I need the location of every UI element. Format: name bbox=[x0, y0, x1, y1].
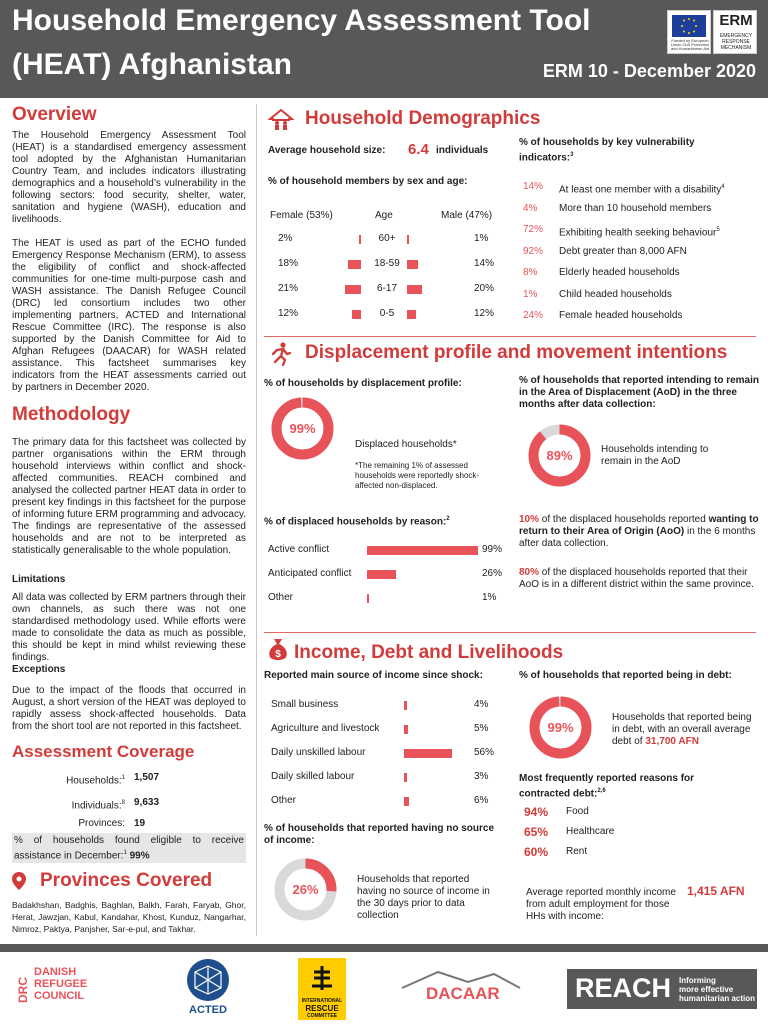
avg-income-label: Average reported monthly income from adult employment for those HHs with income: bbox=[526, 887, 676, 922]
pyramid-male-bar bbox=[407, 310, 416, 319]
pyramid-male-bar bbox=[407, 260, 418, 269]
reason-label: % of displaced households by reason:$^2$ bbox=[264, 516, 450, 528]
erm-logo bbox=[713, 10, 757, 54]
avg-size-unit: individuals bbox=[436, 145, 489, 156]
reason-label: Active conflict bbox=[268, 544, 330, 555]
debt-reasons-label: Most frequently reported reasons for contracted debt:$^{2,6}$ bbox=[519, 773, 695, 800]
pyramid-female-bar bbox=[345, 285, 361, 294]
pyramid-male-value: 12% bbox=[474, 308, 495, 319]
income-source-value: 56% bbox=[474, 747, 495, 758]
avg-income-value: 1,415 AFN bbox=[687, 884, 745, 898]
reason-bar bbox=[367, 570, 396, 579]
limitations-title: Limitations bbox=[12, 574, 66, 585]
donut-debt-value: 99% bbox=[547, 720, 574, 735]
exceptions-title: Exceptions bbox=[12, 664, 66, 675]
income-source-bar bbox=[404, 749, 452, 758]
irc-line1: INTERNATIONAL bbox=[301, 998, 343, 1004]
donut-remain bbox=[527, 423, 592, 488]
avg-size-label: Average household size: bbox=[268, 145, 386, 156]
reach-logo bbox=[567, 969, 757, 1009]
column-divider bbox=[256, 104, 257, 936]
money-bag-icon bbox=[268, 637, 288, 666]
income-source-value: 6% bbox=[474, 795, 489, 806]
vuln-label: Female headed households bbox=[559, 310, 683, 321]
pyramid-female-value: 12% bbox=[278, 308, 299, 319]
individuals-label: Individuals:$^8$ bbox=[71, 800, 125, 812]
income-source-bar bbox=[404, 797, 409, 806]
provinces-title: Provinces Covered bbox=[40, 870, 213, 891]
vuln-pct: 92% bbox=[523, 245, 544, 257]
age-header: Age bbox=[375, 210, 393, 221]
reason-label: Anticipated conflict bbox=[268, 568, 352, 579]
debt-reason-label: Food bbox=[566, 806, 589, 817]
header-banner bbox=[0, 0, 768, 98]
demographics-title: Household Demographics bbox=[305, 108, 541, 129]
vuln-title: % of households by key vulnerability indicators:$^3$ bbox=[519, 137, 695, 164]
title-line-2: (HEAT) Afghanistan bbox=[12, 48, 292, 81]
vuln-pct: 14% bbox=[523, 181, 544, 192]
diff-district-text: 80% of the displaced households reported that their AoO is in a different district within the same province. bbox=[519, 567, 754, 590]
pyramid-male-bar bbox=[407, 235, 409, 244]
reach-label: REACH bbox=[575, 973, 672, 1003]
eu-text: Funded by European Union Civil Protection and Humanitarian Aid bbox=[670, 38, 710, 51]
vuln-label: More than 10 household members bbox=[559, 202, 712, 214]
acted-logo bbox=[180, 958, 236, 1014]
vuln-pct: 1% bbox=[523, 288, 538, 300]
provinces-value: 19 bbox=[134, 818, 146, 829]
displacement-title: Displacement profile and movement intentions bbox=[305, 342, 728, 363]
reason-bar bbox=[367, 594, 369, 603]
pyramid-female-bar bbox=[352, 310, 361, 319]
pyramid-age-label: 60+ bbox=[378, 233, 396, 244]
intend-label: % of households that reported intending to remain in the Area of Displacement (AoD) in the three months after data collection: bbox=[519, 375, 760, 410]
exceptions-text: Due to the impact of the floods that occurred in August, a short version of the HEAT was deployed to rapidly assess shock-affected households. Data from the short tool are not reported in this factsheet. bbox=[12, 685, 246, 732]
sexage-label: % of household members by sex and age: bbox=[268, 176, 468, 187]
profile-label: % of households by displacement profile: bbox=[264, 378, 462, 389]
donut-debt bbox=[528, 695, 593, 760]
nosource-text: Households that reported having no source of income in the 30 days prior to data collection bbox=[357, 874, 490, 921]
map-pin-icon bbox=[12, 872, 26, 895]
vuln-label: At least one member with a disability$^4$ bbox=[559, 184, 725, 196]
vuln-pct: 24% bbox=[523, 310, 544, 321]
pyramid-female-bar bbox=[348, 260, 362, 269]
footer-bar bbox=[0, 944, 768, 952]
income-source-value: 4% bbox=[474, 699, 489, 710]
dacaar-logo bbox=[398, 968, 522, 1008]
income-title: Income, Debt and Livelihoods bbox=[294, 642, 564, 663]
drc-mark: DRC bbox=[16, 977, 30, 1003]
displaced-label: Displaced households* bbox=[355, 439, 457, 450]
title-line-1: Household Emergency Assessment Tool bbox=[12, 4, 591, 37]
pyramid-male-value: 20% bbox=[474, 283, 495, 294]
reason-value: 1% bbox=[482, 592, 497, 603]
vuln-pct: 8% bbox=[523, 267, 538, 278]
donut-displaced-value: 99% bbox=[289, 421, 316, 436]
income-source-label: Agriculture and livestock bbox=[271, 723, 380, 734]
remain-label: Households intending to remain in the AoD bbox=[601, 444, 709, 467]
section-rule bbox=[264, 336, 756, 337]
income-source-bar bbox=[404, 725, 408, 734]
erm-label: ERM bbox=[719, 12, 753, 29]
income-source-label: Daily skilled labour bbox=[271, 771, 355, 782]
income-source-label: Small business bbox=[271, 699, 339, 710]
subtitle: ERM 10 - December 2020 bbox=[542, 61, 756, 81]
income-source-label: Daily unskilled labour bbox=[271, 747, 366, 758]
reason-value: 26% bbox=[482, 568, 503, 579]
debt-reason-label: Healthcare bbox=[566, 826, 615, 837]
pyramid-male-value: 14% bbox=[474, 258, 495, 269]
income-source-label: Other bbox=[271, 795, 297, 806]
reach-tag-3: humanitarian action bbox=[679, 994, 756, 1003]
income-source-bar bbox=[404, 773, 407, 782]
drc-line3: COUNCIL bbox=[34, 990, 85, 1002]
limitations-text: All data was collected by ERM partners through their own channels, as such there was not one standardised methodology used. While efforts were made to consolidate the data as much as possible, this should be kept in mind whilst reviewing these findings. bbox=[12, 592, 246, 663]
pyramid-male-value: 1% bbox=[474, 233, 489, 244]
pyramid-female-value: 21% bbox=[278, 283, 299, 294]
eligible-box: % of households found eligible to receive assistance in December:$^1$ 99% bbox=[14, 835, 244, 862]
vuln-pct: 4% bbox=[523, 202, 538, 214]
section-rule-2 bbox=[264, 632, 756, 633]
donut-remain-value: 89% bbox=[546, 448, 573, 463]
debt-reason-pct: 94% bbox=[524, 805, 549, 819]
debt-text: Households that reported being in debt, with an overall average debt of 31,700 AFN bbox=[612, 712, 752, 747]
reason-value: 99% bbox=[482, 544, 503, 555]
vuln-label: Elderly headed households bbox=[559, 267, 680, 278]
income-source-label: Reported main source of income since shock: bbox=[264, 670, 483, 681]
methodology-p1: The primary data for this factsheet was collected by partner organisations within the ERM through household interviews within conflict and shock-affected communities. REACH combined and analysed the collected partner HEAT data in order to present key findings in this factsheet for the purpose of informing future ERM programming and advocacy. The findings are representative of the assessed households and are not to be interpreted as statistically generalisable to the whole population. bbox=[12, 437, 246, 556]
return-text: 10% of the displaced households reported wanting to return to their Area of Origin (AoO) in the 6 months after data collection. bbox=[519, 514, 759, 549]
income-source-value: 5% bbox=[474, 723, 489, 734]
displaced-note: *The remaining 1% of assessed households were reportedly shock-affected non-displaced. bbox=[355, 461, 480, 490]
running-person-icon bbox=[268, 342, 292, 371]
vuln-pct: 72% bbox=[523, 224, 544, 235]
irc-line2: RESCUE bbox=[305, 1004, 339, 1013]
pyramid-age-label: 0-5 bbox=[379, 308, 395, 319]
households-value: 1,507 bbox=[134, 772, 160, 783]
pyramid-female-value: 18% bbox=[278, 258, 299, 269]
reach-tag-1: Informing bbox=[679, 976, 716, 985]
provinces-label: Provinces: bbox=[78, 818, 125, 829]
reason-bar bbox=[367, 546, 478, 555]
drc-line2: REFUGEE bbox=[34, 978, 88, 990]
pyramid-female-bar bbox=[359, 235, 361, 244]
eu-logo bbox=[667, 10, 711, 54]
vuln-label: Child headed households bbox=[559, 288, 672, 300]
debt-label: % of households that reported being in debt: bbox=[519, 670, 732, 681]
vuln-label: Debt greater than 8,000 AFN bbox=[559, 245, 687, 257]
pyramid-age-label: 18-59 bbox=[374, 258, 400, 269]
income-source-bar bbox=[404, 701, 407, 710]
vuln-footnote: 4 bbox=[721, 184, 725, 190]
donut-displaced bbox=[270, 396, 335, 461]
income-source-value: 3% bbox=[474, 771, 489, 782]
eu-flag-icon bbox=[672, 15, 706, 37]
female-header: Female (53%) bbox=[270, 210, 333, 221]
svg-text:$: $ bbox=[275, 649, 281, 660]
reason-label: Other bbox=[268, 592, 294, 603]
methodology-title: Methodology bbox=[12, 404, 131, 425]
provinces-list: Badakhshan, Badghis, Baghlan, Balkh, Farah, Faryab, Ghor, Herat, Jawzjan, Kabul, Kandahar, Khost, Kunduz, Nangarhar, Nimroz, Paktya, Panjsher, Sar-e-pul, and Takhar. bbox=[12, 900, 246, 934]
overview-p1: The Household Emergency Assessment Tool (HEAT) is a standardised emergency assessment tool adopted by the Afghanistan Humanitarian Country Team, and includes indicators illustrating demographics and a household’s vulnerability in the following sectors: food security, shelter, water, sanitation and hygiene (WASH), education and livelihoods. bbox=[12, 130, 246, 225]
individuals-value: 9,633 bbox=[134, 797, 160, 808]
debt-reason-pct: 60% bbox=[524, 845, 549, 859]
households-label: Households:$^1$ bbox=[66, 775, 125, 787]
pyramid-female-value: 2% bbox=[278, 233, 293, 244]
acted-label: ACTED bbox=[189, 1004, 227, 1016]
donut-nosource-value: 26% bbox=[292, 882, 319, 897]
debt-reason-label: Rent bbox=[566, 846, 588, 857]
donut-nosource bbox=[273, 857, 338, 922]
nosource-label: % of households that reported having no source of income: bbox=[264, 823, 495, 846]
reach-tag-2: more effective bbox=[679, 985, 734, 994]
coverage-title: Assessment Coverage bbox=[12, 742, 195, 761]
erm-full: EMERGENCY RESPONSE MECHANISM bbox=[719, 33, 753, 51]
vuln-footnote: 5 bbox=[716, 227, 720, 233]
pyramid-male-bar bbox=[407, 285, 422, 294]
household-icon bbox=[268, 108, 294, 135]
male-header: Male (47%) bbox=[441, 210, 493, 221]
dacaar-label: DACAAR bbox=[426, 984, 500, 1003]
debt-reason-pct: 65% bbox=[524, 825, 549, 839]
overview-title: Overview bbox=[12, 104, 97, 125]
avg-size-value: 6.4 bbox=[408, 141, 429, 158]
drc-line1: DANISH bbox=[34, 966, 77, 978]
irc-line3: COMMITTEE bbox=[307, 1013, 337, 1019]
vuln-label: Exhibiting health seeking behaviour$^5$ bbox=[559, 227, 720, 239]
irc-logo bbox=[298, 958, 346, 1020]
overview-p2: The HEAT is used as part of the ECHO funded Emergency Response Mechanism (ERM), to assess the eligibility of conflict and shock-affected communities for one-time multi-purpose cash and WASH assistance. The Danish Refugee Council (DRC) led consortium includes two other implementing partners, ACTED and International Rescue Committee (IRC). The response is also supported by the Danish Committee for Aid to Afghan Refugees (DAACAR) for WASH related assistance. This factsheet summarises key indicators from the HEAT assessments carried out by partners in December 2020. bbox=[12, 238, 246, 393]
pyramid-age-label: 6-17 bbox=[376, 283, 397, 294]
